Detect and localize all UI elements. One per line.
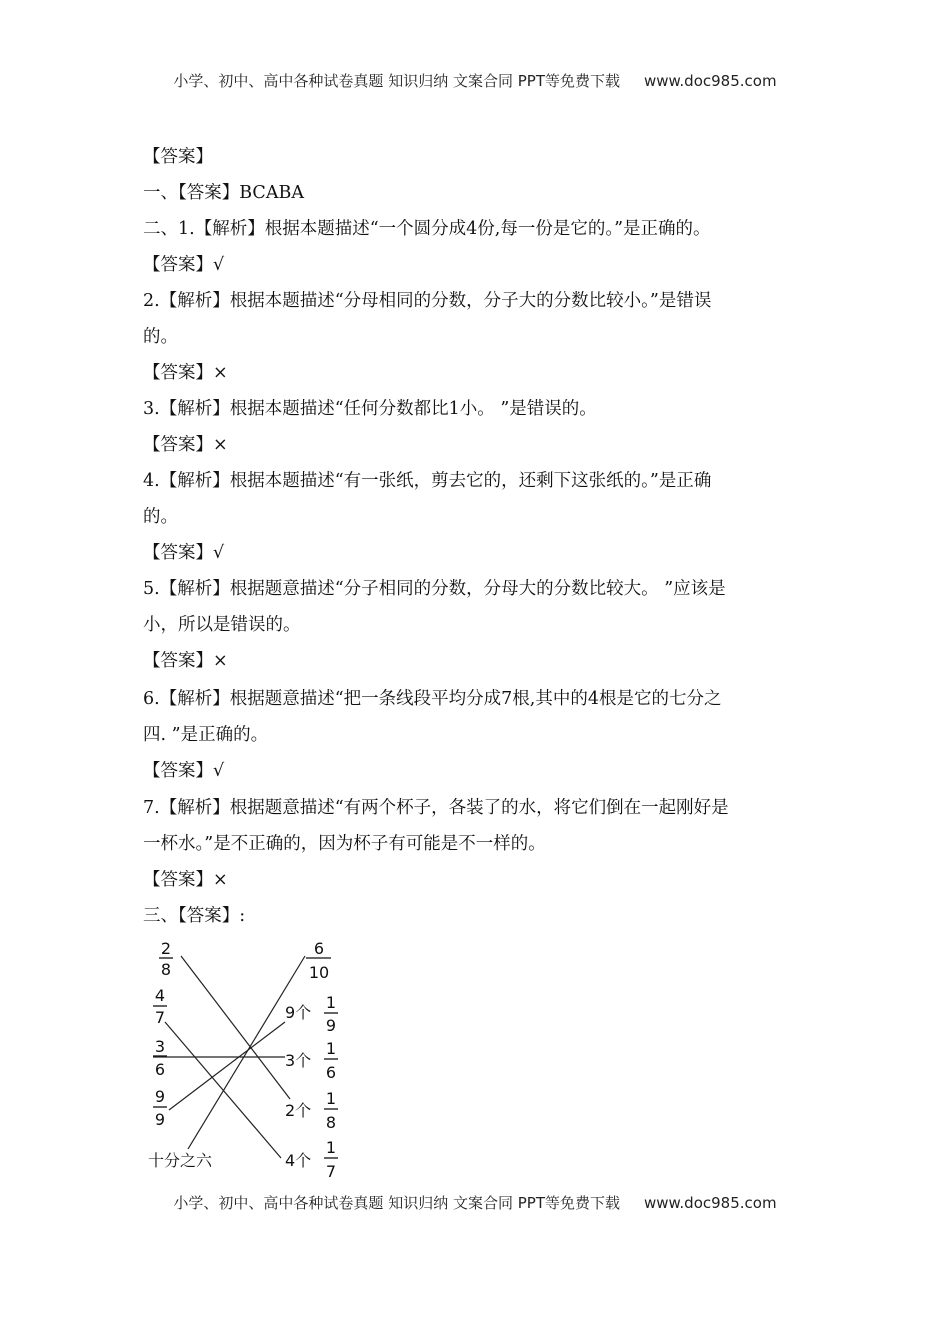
q2-5-analysis-cont: 小，所以是错误的。 — [143, 615, 301, 635]
q2-6-answer: 【答案】√ — [143, 761, 225, 781]
left-frac-1-num: 2 — [160, 939, 172, 958]
q2-2-analysis-cont: 的。 — [143, 327, 178, 347]
page-footer — [0, 1192, 950, 1213]
footer-site: www.doc985.com — [643, 1194, 777, 1212]
right-frac-4-den: 8 — [325, 1113, 337, 1132]
right-frac-3-prefix: 3个 — [285, 1051, 312, 1070]
connect-9-9-to-9-of-1-9 — [169, 1022, 285, 1110]
right-frac-2-prefix: 9个 — [285, 1003, 312, 1022]
left-frac-3-num: 3 — [154, 1037, 166, 1056]
q2-6-analysis-cont: 四. ”是正确的。 — [143, 725, 269, 745]
right-frac-3-num: 1 — [325, 1039, 337, 1058]
left-frac-2-den: 7 — [154, 1008, 166, 1027]
right-frac-1-num: 6 — [313, 939, 325, 958]
footer-text: 小学、初中、高中各种试卷真题 知识归纳 文案合同 PPT等免费下载 — [173, 1194, 620, 1212]
right-frac-1-den: 10 — [308, 963, 330, 982]
section-3-answer: 三、【答案】: — [143, 906, 246, 926]
left-frac-4-den: 9 — [154, 1110, 166, 1129]
q2-3-answer: 【答案】× — [143, 435, 228, 455]
connect-4-7-to-4-of-1-7 — [165, 1022, 281, 1158]
q2-6-analysis: 6.【解析】根据题意描述“把一条线段平均分成7根,其中的4根是它的七分之 — [143, 689, 722, 709]
q2-3-analysis: 3.【解析】根据本题描述“任何分数都比1小。 ”是错误的。 — [143, 399, 597, 419]
right-frac-5-num: 1 — [325, 1138, 337, 1157]
matching-lines — [153, 956, 305, 1158]
left-text-tenth-six: 十分之六 — [148, 1151, 213, 1170]
q2-1-analysis: 二、1.【解析】根据本题描述“一个圆分成4份,每一份是它的。”是正确的。 — [143, 219, 711, 239]
q2-4-answer: 【答案】√ — [143, 543, 225, 563]
right-frac-2-num: 1 — [325, 993, 337, 1012]
matching-left-column — [148, 939, 213, 1170]
q2-7-analysis: 7.【解析】根据题意描述“有两个杯子，各装了的水，将它们倒在一起刚好是 — [143, 798, 729, 818]
right-frac-2-den: 9 — [325, 1016, 337, 1035]
left-frac-3-den: 6 — [154, 1060, 166, 1079]
right-frac-5-den: 7 — [325, 1162, 337, 1181]
q2-4-analysis-cont: 的。 — [143, 507, 178, 527]
right-frac-4-num: 1 — [325, 1089, 337, 1108]
right-frac-5-prefix: 4个 — [285, 1151, 312, 1170]
q2-7-analysis-cont: 一杯水。”是不正确的，因为杯子有可能是不一样的。 — [143, 834, 546, 854]
section-1-answer: 一、【答案】BCABA — [143, 183, 304, 203]
header-site: www.doc985.com — [643, 72, 777, 90]
matching-diagram — [143, 936, 373, 1186]
q2-5-analysis: 5.【解析】根据题意描述“分子相同的分数，分母大的分数比较大。 ”应该是 — [143, 579, 726, 599]
right-frac-3-den: 6 — [325, 1063, 337, 1082]
answer-heading: 【答案】 — [143, 147, 213, 167]
page-header — [0, 70, 950, 91]
q2-7-answer: 【答案】× — [143, 870, 228, 890]
right-frac-4-prefix: 2个 — [285, 1101, 312, 1120]
left-frac-2-num: 4 — [154, 986, 166, 1005]
left-frac-1-den: 8 — [160, 960, 172, 979]
header-text: 小学、初中、高中各种试卷真题 知识归纳 文案合同 PPT等免费下载 — [173, 72, 620, 90]
q2-2-answer: 【答案】× — [143, 363, 228, 383]
left-frac-4-num: 9 — [154, 1087, 166, 1106]
q2-2-analysis: 2.【解析】根据本题描述“分母相同的分数，分子大的分数比较小。”是错误 — [143, 291, 712, 311]
q2-1-answer: 【答案】√ — [143, 255, 225, 275]
q2-4-analysis: 4.【解析】根据本题描述“有一张纸，剪去它的，还剩下这张纸的。”是正确 — [143, 471, 712, 491]
q2-5-answer: 【答案】× — [143, 651, 228, 671]
connect-2-8-to-2-of-1-8 — [181, 956, 290, 1099]
